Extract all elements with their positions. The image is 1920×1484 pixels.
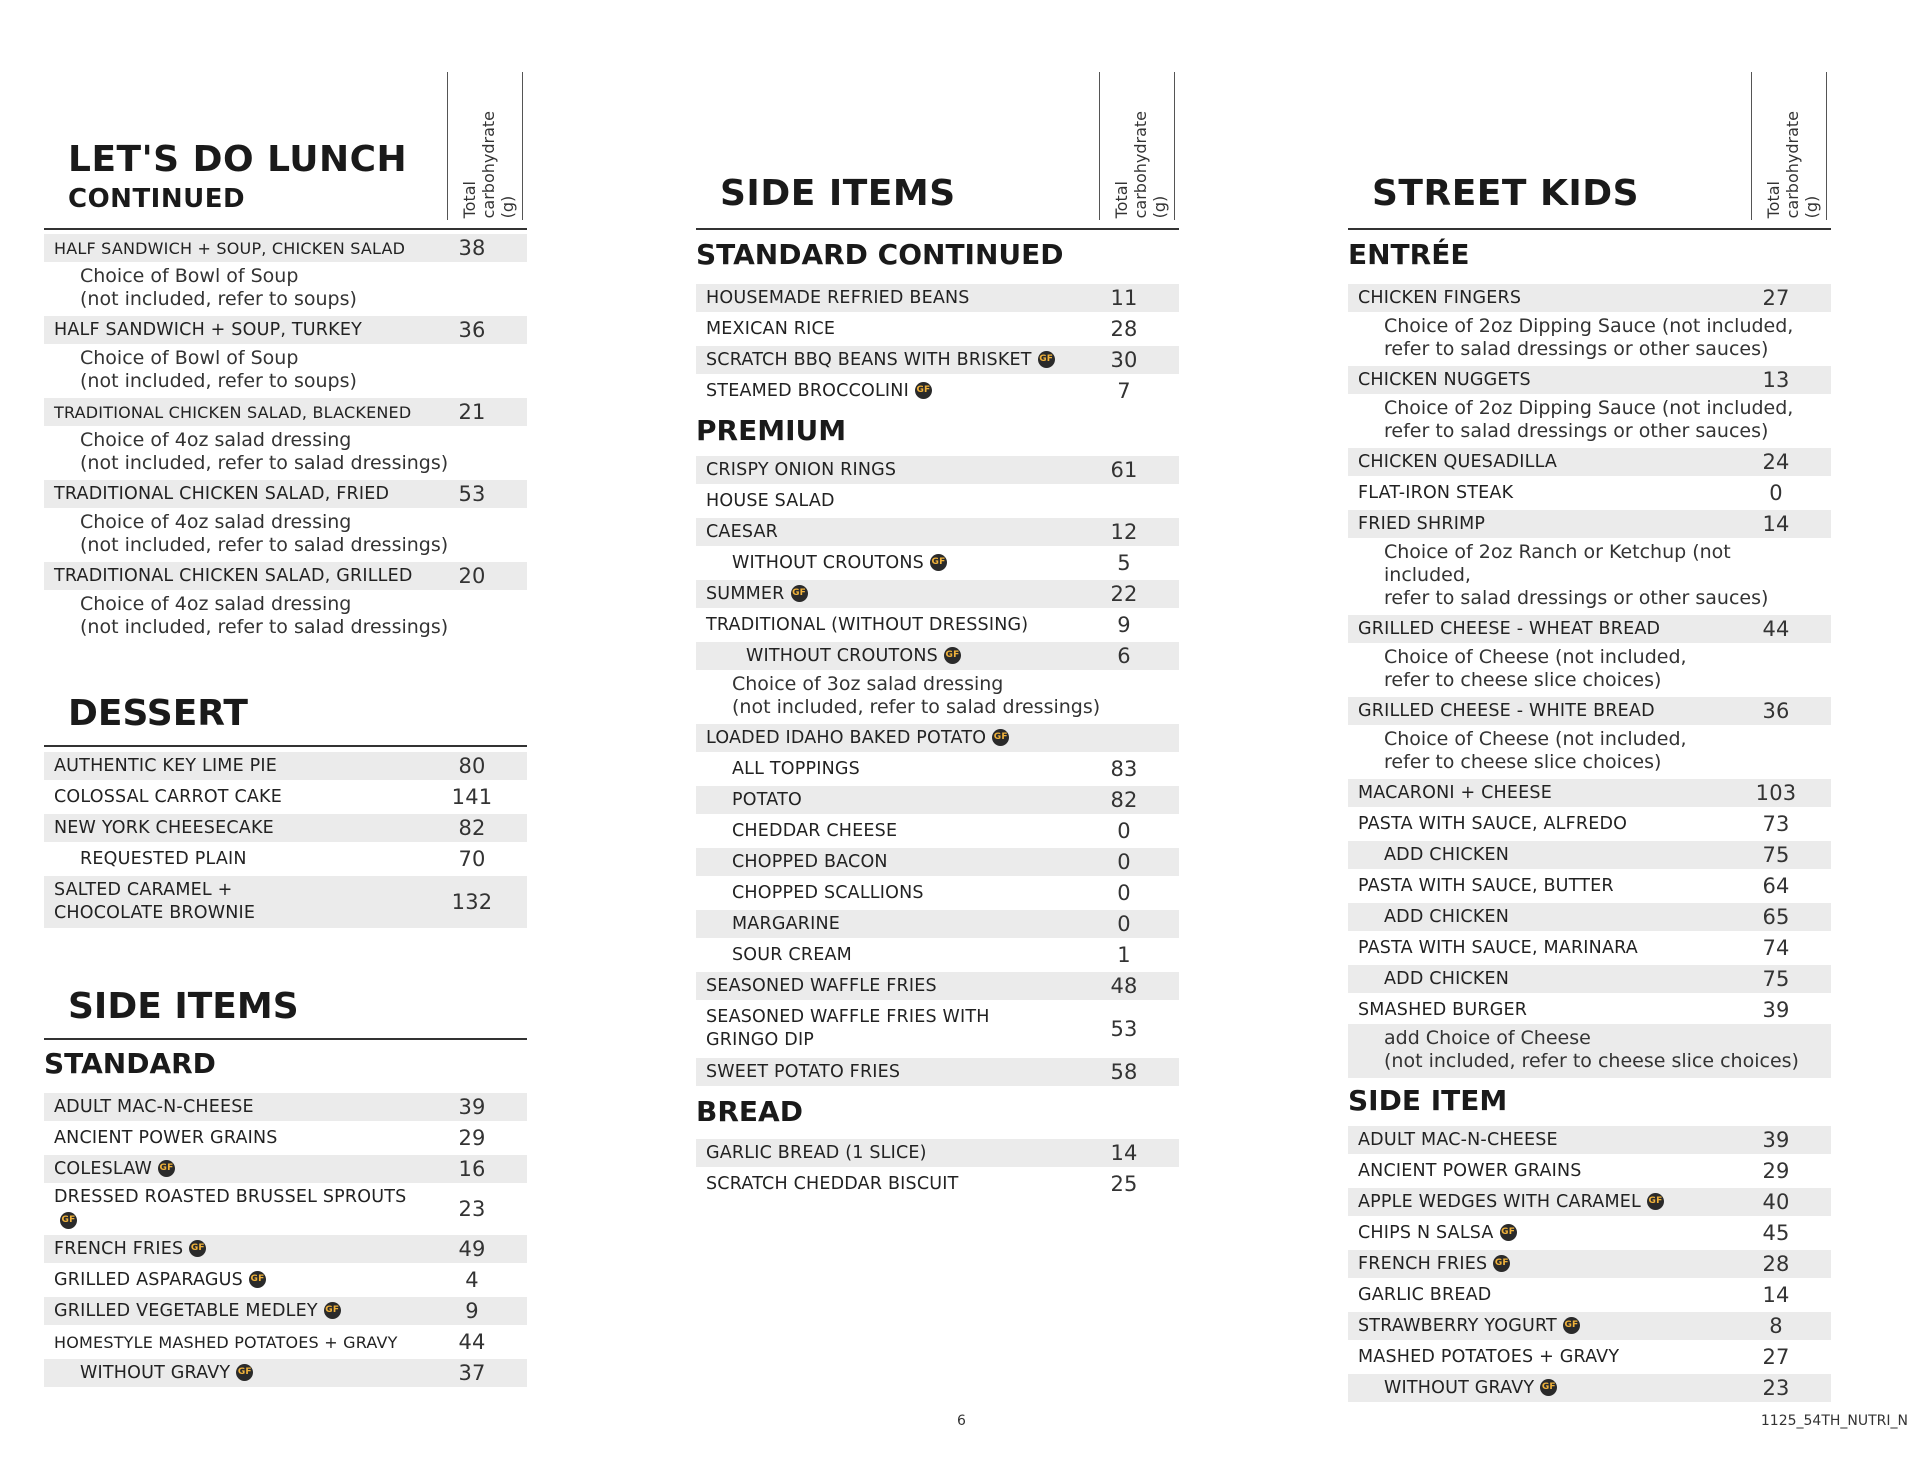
lunch-header [44,0,527,230]
bread-list [696,1139,1179,1198]
kids-header [1348,0,1831,230]
list-item: TRADITIONAL CHICKEN SALAD, FRIED 53 [44,480,527,508]
list-item: CHOPPED SCALLIONS 0 [732,881,1131,905]
lunch-list [44,234,527,644]
list-item: HOUSE SALAD [706,490,835,511]
item-note: Choice of 4oz salad dressing (not included, refer to salad dressings) [80,429,449,474]
item-note: Choice of Bowl of Soup (not included, refer to soups) [80,265,357,310]
list-item: PASTA WITH SAUCE, ALFREDO 73 [1358,812,1790,836]
dessert-list [44,752,527,931]
list-item: CHICKEN NUGGETS 13 [1348,366,1831,394]
dessert-title: DESSERT [68,693,248,734]
item-note: Choice of 4oz salad dressing (not included, refer to salad dressings) [80,593,449,638]
list-item: HALF SANDWICH + SOUP, CHICKEN SALAD 38 [44,234,527,262]
list-item: SEASONED WAFFLE FRIES 48 [696,972,1179,1000]
list-item: REQUESTED PLAIN 70 [80,847,486,871]
gluten-free-icon: GF [1038,351,1055,368]
list-item: CHEDDAR CHEESE 0 [732,819,1131,843]
dessert-rule [44,745,527,747]
list-item: PASTA WITH SAUCE, MARINARA 74 [1358,936,1790,960]
item-note: Choice of 2oz Ranch or Ketchup (not included, refer to salad dressings or other sauces) [1384,541,1769,609]
list-item: FRENCH FRIES GF 28 [1348,1250,1831,1278]
list-item: GARLIC BREAD (1 SLICE) 14 [696,1139,1179,1167]
list-item: COLESLAW GF 16 [44,1155,527,1183]
list-item: SWEET POTATO FRIES 58 [696,1058,1179,1086]
list-item: SCRATCH BBQ BEANS WITH BRISKET GF 30 [696,346,1179,374]
carb-column-header [1751,72,1827,220]
side-items-header [696,0,1179,230]
list-item: GRILLED CHEESE - WHITE BREAD 36 [1348,697,1831,725]
list-item: STRAWBERRY YOGURT GF 8 [1348,1312,1831,1340]
list-item: APPLE WEDGES WITH CARAMEL GF 40 [1348,1188,1831,1216]
item-note: Choice of 4oz salad dressing (not included, refer to salad dressings) [80,511,449,556]
list-item: WITHOUT CROUTONS GF 6 [696,642,1179,670]
list-item: CAESAR 12 [696,518,1179,546]
gluten-free-icon: GF [1647,1193,1664,1210]
gluten-free-icon: GF [249,1271,266,1288]
carb-column-label: Total carbohydrate (g) [460,110,517,218]
kids-title-block [1372,172,1639,216]
list-item: WITHOUT GRAVY GF 37 [44,1359,527,1387]
list-item: TRADITIONAL CHICKEN SALAD, GRILLED 20 [44,562,527,590]
list-item: SUMMER GF 22 [696,580,1179,608]
list-item: HOUSEMADE REFRIED BEANS 11 [696,284,1179,312]
list-item: HALF SANDWICH + SOUP, TURKEY 36 [44,316,527,344]
item-note: Choice of 3oz salad dressing (not included, refer to salad dressings) [732,673,1101,718]
list-item: SMASHED BURGER 39 [1358,998,1790,1022]
side-items-rule [44,1038,527,1040]
list-item: ANCIENT POWER GRAINS 29 [54,1126,486,1150]
lunch-subtitle: CONTINUED [68,184,246,214]
gluten-free-icon: GF [1540,1379,1557,1396]
entree-subhead: ENTRÉE [1348,238,1470,271]
item-note: Choice of Bowl of Soup (not included, refer to soups) [80,347,357,392]
gluten-free-icon: GF [930,554,947,571]
gluten-free-icon: GF [915,382,932,399]
item-note: Choice of 2oz Dipping Sauce (not included, refer to salad dressings or other sauces) [1384,397,1794,442]
bread-subhead: BREAD [696,1095,803,1128]
gluten-free-icon: GF [791,585,808,602]
list-item: STEAMED BROCCOLINI GF 7 [706,379,1131,403]
list-item: CHICKEN FINGERS 27 [1348,284,1831,312]
premium-subhead: PREMIUM [696,414,847,447]
carb-column-header [1099,72,1175,220]
list-item: PASTA WITH SAUCE, BUTTER 64 [1358,874,1790,898]
item-note: Choice of 2oz Dipping Sauce (not included, refer to salad dressings or other sauces) [1384,315,1794,360]
gluten-free-icon: GF [158,1160,175,1177]
list-item: ADULT MAC-N-CHEESE 39 [44,1093,527,1121]
standard-continued-subhead: STANDARD CONTINUED [696,238,1064,271]
column-middle [696,0,1179,1201]
list-item: ANCIENT POWER GRAINS 29 [1358,1159,1790,1183]
list-item: WITHOUT GRAVY GF 23 [1348,1374,1831,1402]
premium-list [696,456,1179,1086]
list-item: LOADED IDAHO BAKED POTATO GF [696,724,1179,752]
list-item: HOMESTYLE MASHED POTATOES + GRAVY 44 [54,1330,486,1354]
list-item: AUTHENTIC KEY LIME PIE 80 [44,752,527,780]
gluten-free-icon: GF [1493,1255,1510,1272]
carb-column-label: Total carbohydrate (g) [1764,110,1821,218]
list-item: GARLIC BREAD 14 [1358,1283,1790,1307]
gluten-free-icon: GF [1500,1224,1517,1241]
list-item: DRESSED ROASTED BRUSSEL SPROUTSGF 23 [44,1186,527,1232]
list-item: CHIPS N SALSA GF 45 [1358,1221,1790,1245]
kids-side-list [1348,1126,1831,1402]
list-item: COLOSSAL CARROT CAKE 141 [54,785,493,809]
list-item: MEXICAN RICE 28 [706,317,1138,341]
gluten-free-icon: GF [236,1364,253,1381]
lunch-title-block [68,138,407,216]
gluten-free-icon: GF [324,1302,341,1319]
document-code: 1125_54TH_NUTRI_N [1760,1413,1908,1429]
list-item: SCRATCH CHEDDAR BISCUIT 25 [706,1172,1138,1196]
list-item: GRILLED VEGETABLE MEDLEY GF 9 [44,1297,527,1325]
column-right [1348,0,1831,1405]
lunch-title: LET'S DO LUNCH [68,139,408,180]
list-item: FLAT-IRON STEAK 0 [1358,481,1783,505]
gluten-free-icon: GF [189,1240,206,1257]
side-item-subhead: SIDE ITEM [1348,1084,1508,1117]
list-item: WITHOUT CROUTONS GF 5 [732,551,1131,575]
item-note: Choice of Cheese (not included, refer to cheese slice choices) [1384,646,1687,691]
list-item: CRISPY ONION RINGS 61 [696,456,1179,484]
side-items-title: SIDE ITEMS [68,986,299,1027]
list-item: POTATO 82 [696,786,1179,814]
side-items-title-block [720,172,956,216]
list-item: NEW YORK CHEESECAKE 82 [44,814,527,842]
gluten-free-icon: GF [992,729,1009,746]
list-item: CHICKEN QUESADILLA 24 [1348,448,1831,476]
list-item: MACARONI + CHEESE 103 [1348,779,1831,807]
carb-column-label: Total carbohydrate (g) [1112,110,1169,218]
column-left [44,0,527,1385]
standard-continued-list [696,284,1179,405]
item-note: add Choice of Cheese (not included, refer to cheese slice choices) [1348,1024,1831,1078]
page-number: 6 [957,1413,966,1429]
list-item: SOUR CREAM 1 [732,943,1131,967]
list-item: TRADITIONAL (WITHOUT DRESSING) 9 [706,613,1131,637]
entree-list [1348,284,1831,1078]
standard-list [44,1093,527,1387]
list-item: MARGARINE 0 [696,910,1179,938]
gluten-free-icon: GF [944,647,961,664]
side-standard [44,1041,527,1390]
gluten-free-icon: GF [1563,1317,1580,1334]
gluten-free-icon: GF [60,1212,77,1229]
list-item: CHOPPED BACON 0 [696,848,1179,876]
item-note: Choice of Cheese (not included, refer to cheese slice choices) [1384,728,1687,773]
side-items-title-mid: SIDE ITEMS [720,173,956,214]
list-item: FRIED SHRIMP 14 [1348,510,1831,538]
list-item: ALL TOPPINGS 83 [732,757,1138,781]
list-item: ADD CHICKEN 75 [1348,841,1831,869]
list-item: ADULT MAC-N-CHEESE 39 [1348,1126,1831,1154]
list-item: ADD CHICKEN 65 [1348,903,1831,931]
list-item: MASHED POTATOES + GRAVY 27 [1358,1345,1790,1369]
carb-column-header [447,72,523,220]
list-item: ADD CHICKEN 75 [1348,965,1831,993]
list-item: SALTED CARAMEL + CHOCOLATE BROWNIE 132 [44,876,527,928]
list-item: GRILLED ASPARAGUS GF 4 [54,1268,479,1292]
kids-title: STREET KIDS [1372,173,1640,214]
list-item: GRILLED CHEESE - WHEAT BREAD 44 [1348,615,1831,643]
list-item: TRADITIONAL CHICKEN SALAD, BLACKENED 21 [44,398,527,426]
list-item: SEASONED WAFFLE FRIES WITH GRINGO DIP 53 [706,1007,1138,1050]
list-item: FRENCH FRIES GF 49 [44,1235,527,1263]
standard-subhead: STANDARD [44,1047,216,1080]
